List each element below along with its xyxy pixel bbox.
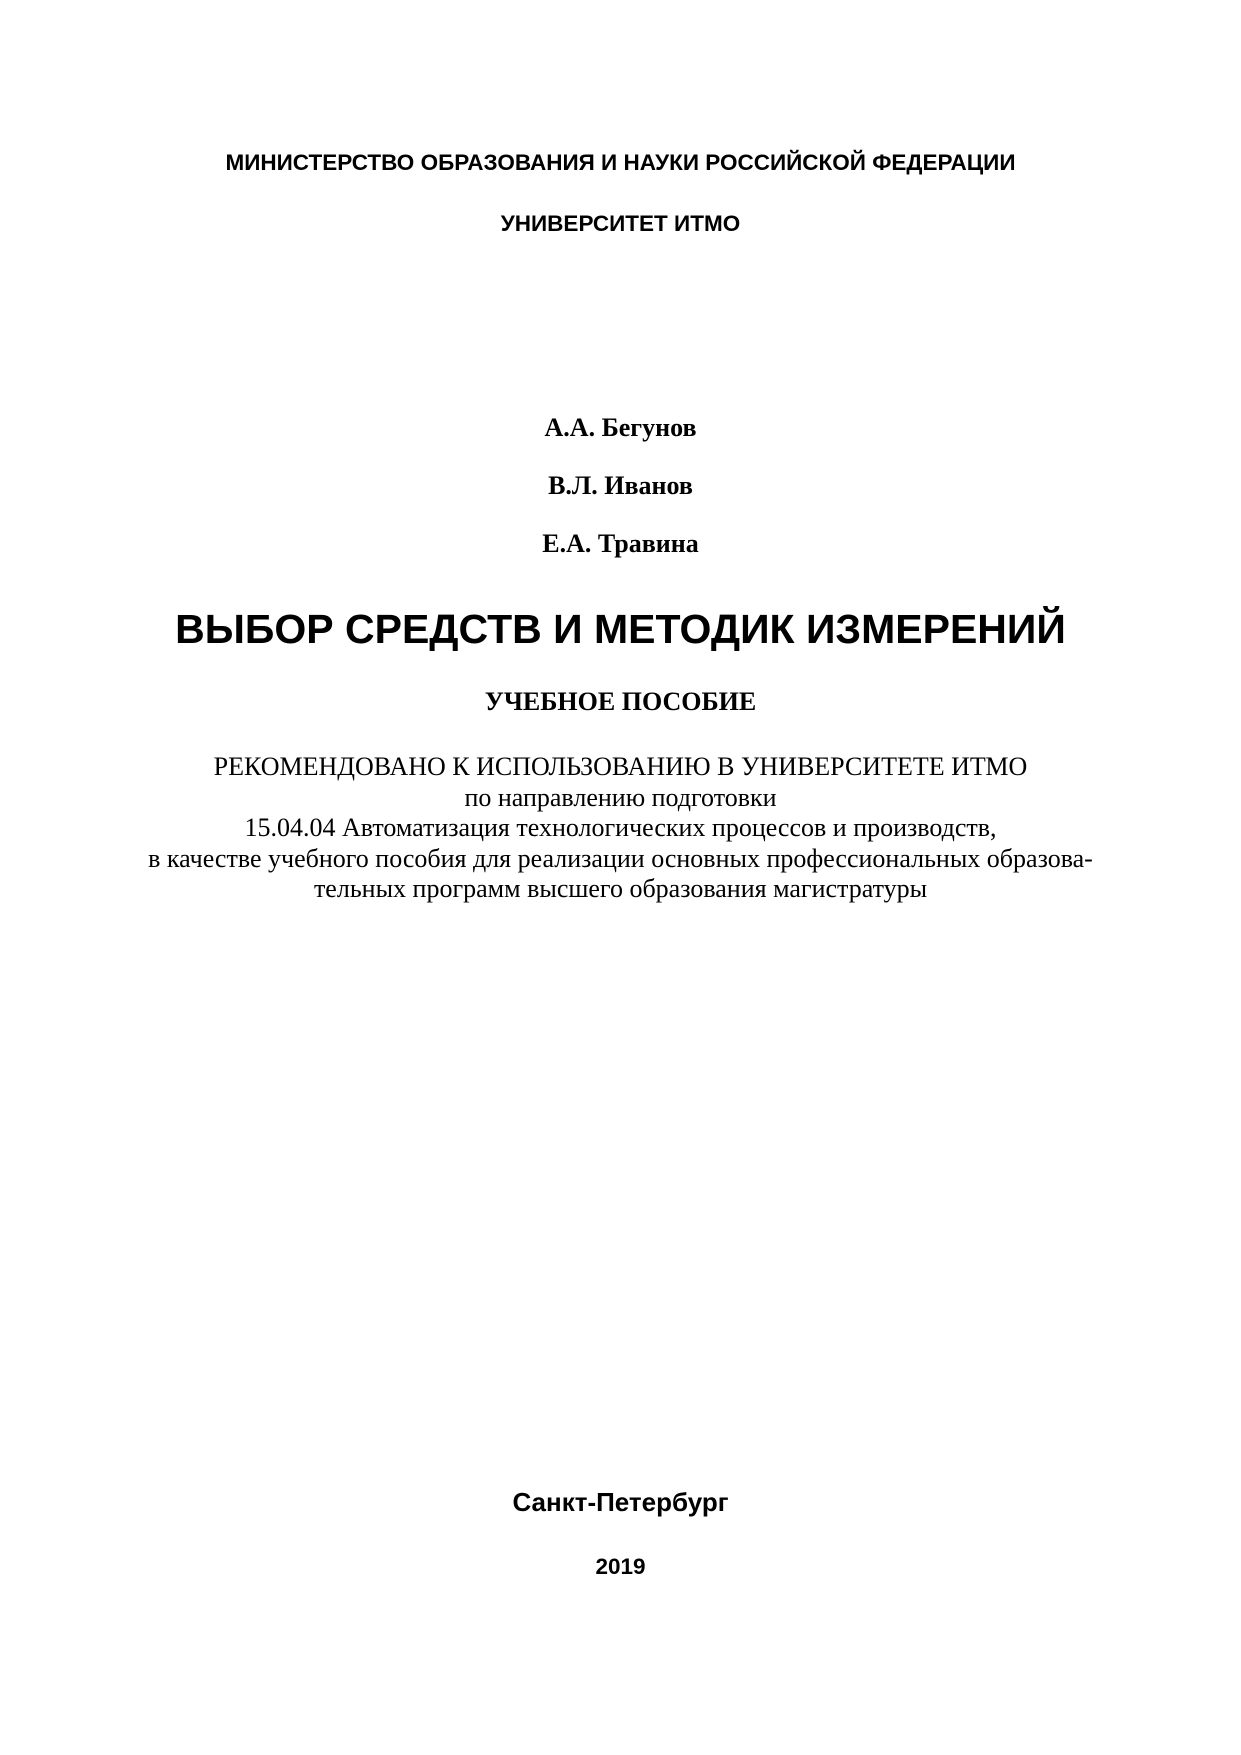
author-name: Е.А. Травина [542,529,699,558]
book-subtitle: УЧЕБНОЕ ПОСОБИЕ [484,687,757,716]
author-name: В.Л. Иванов [548,471,693,500]
ministry-heading: МИНИСТЕРСТВО ОБРАЗОВАНИЯ И НАУКИ РОССИЙСКОЙ ФЕДЕРАЦИИ [225,150,1016,175]
author-name: А.А. Бегунов [544,413,697,442]
recommendation-line: РЕКОМЕНДОВАНО К ИСПОЛЬЗОВАНИЮ В УНИВЕРСИТЕТЕ ИТМО [213,752,1028,781]
university-heading: УНИВЕРСИТЕТ ИТМО [500,211,741,236]
recommendation-line: в качестве учебного пособия для реализации основных профессиональных образова- [148,843,1093,873]
recommendation-line: 15.04.04 Автоматизация технологических процессов и производств, [244,813,997,842]
publication-year: 2019 [595,1554,646,1579]
publication-city: Санкт-Петербург [512,1487,729,1517]
book-title: ВЫБОР СРЕДСТВ И МЕТОДИК ИЗМЕРЕНИЙ [175,606,1066,652]
recommendation-line: тельных программ высшего образования магистратуры [313,874,928,903]
recommendation-block [0,752,1241,905]
recommendation-line: по направлению подготовки [464,782,777,812]
